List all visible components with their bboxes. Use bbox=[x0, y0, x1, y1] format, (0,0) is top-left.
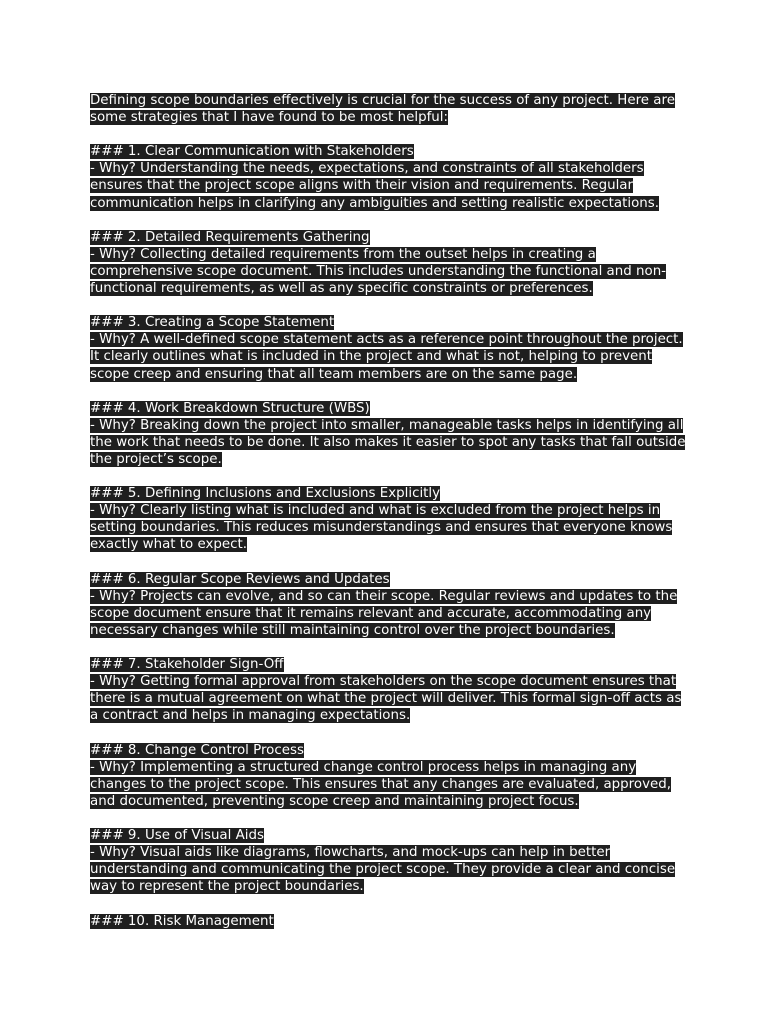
section-4 bbox=[90, 400, 686, 468]
section-text-line: comprehensive scope document. This includes understanding the functional and non- bbox=[90, 263, 667, 279]
section-text-line: - Why? Breaking down the project into smaller, manageable tasks helps in identifying all bbox=[90, 417, 684, 433]
section-2 bbox=[90, 229, 680, 297]
section-1 bbox=[90, 143, 680, 211]
section-text-line: there is a mutual agreement on what the project will deliver. This formal sign-off acts as bbox=[90, 691, 682, 707]
document-body bbox=[90, 92, 686, 947]
section-text-line: a contract and helps in managing expectations. bbox=[90, 708, 411, 724]
section-heading: ### 1. Clear Communication with Stakeholders bbox=[90, 144, 414, 160]
section-heading: ### 10. Risk Management bbox=[90, 913, 274, 929]
section-text-line: functional requirements, as well as any specific constraints or preferences. bbox=[90, 281, 593, 297]
section-heading: ### 6. Regular Scope Reviews and Updates bbox=[90, 571, 390, 587]
section-text-line: - Why? Clearly listing what is included and what is excluded from the project helps in bbox=[90, 503, 661, 519]
section-9 bbox=[90, 827, 680, 895]
section-text-line: way to represent the project boundaries. bbox=[90, 879, 364, 895]
section-text-line: - Why? A well-defined scope statement acts as a reference point throughout the project. bbox=[90, 332, 683, 348]
intro-line: some strategies that I have found to be most helpful: bbox=[90, 110, 449, 126]
section-heading: ### 9. Use of Visual Aids bbox=[90, 828, 264, 844]
section-text-line: - Why? Getting formal approval from stakeholders on the scope document ensures that bbox=[90, 674, 677, 690]
section-text-line: the project’s scope. bbox=[90, 451, 222, 467]
section-text-line: setting boundaries. This reduces misunderstandings and ensures that everyone knows bbox=[90, 520, 673, 536]
section-text-line: changes to the project scope. This ensures that any changes are evaluated, approved, bbox=[90, 776, 672, 792]
section-text-line: ensures that the project scope aligns with their vision and requirements. Regular bbox=[90, 178, 633, 194]
section-heading: ### 3. Creating a Scope Statement bbox=[90, 315, 335, 331]
section-5 bbox=[90, 485, 680, 553]
section-text-line: scope creep and ensuring that all team members are on the same page. bbox=[90, 366, 578, 382]
section-10 bbox=[90, 913, 680, 930]
section-7 bbox=[90, 656, 680, 724]
section-heading: ### 8. Change Control Process bbox=[90, 742, 304, 758]
section-heading: ### 4. Work Breakdown Structure (WBS) bbox=[90, 400, 370, 416]
section-heading: ### 7. Stakeholder Sign-Off bbox=[90, 657, 284, 673]
section-6 bbox=[90, 571, 680, 639]
section-heading: ### 5. Defining Inclusions and Exclusions Explicitly bbox=[90, 486, 441, 502]
section-text-line: - Why? Projects can evolve, and so can their scope. Regular reviews and updates to the bbox=[90, 588, 678, 604]
section-text-line: It clearly outlines what is included in the project and what is not, helping to prevent bbox=[90, 349, 652, 365]
section-text-line: communication helps in clarifying any ambiguities and setting realistic expectations. bbox=[90, 195, 659, 211]
section-heading: ### 2. Detailed Requirements Gathering bbox=[90, 229, 370, 245]
section-text-line: scope document ensure that it remains relevant and accurate, accommodating any bbox=[90, 605, 652, 621]
section-text-line: necessary changes while still maintaining control over the project boundaries. bbox=[90, 622, 615, 638]
intro-line: Defining scope boundaries effectively is crucial for the success of any project. Here are bbox=[90, 93, 675, 108]
section-text-line: and documented, preventing scope creep and maintaining project focus. bbox=[90, 793, 579, 809]
section-3 bbox=[90, 314, 683, 382]
section-text-line: - Why? Understanding the needs, expectations, and constraints of all stakeholders bbox=[90, 161, 644, 177]
section-text-line: understanding and communicating the project scope. They provide a clear and concise bbox=[90, 862, 676, 878]
section-8 bbox=[90, 742, 680, 810]
intro-paragraph bbox=[90, 92, 680, 126]
section-text-line: - Why? Collecting detailed requirements from the outset helps in creating a bbox=[90, 246, 596, 262]
section-text-line: - Why? Implementing a structured change control process helps in managing any bbox=[90, 759, 637, 775]
section-text-line: the work that needs to be done. It also makes it easier to spot any tasks that fall outside bbox=[90, 434, 686, 450]
section-text-line: - Why? Visual aids like diagrams, flowcharts, and mock-ups can help in better bbox=[90, 845, 611, 861]
section-text-line: exactly what to expect. bbox=[90, 537, 248, 553]
